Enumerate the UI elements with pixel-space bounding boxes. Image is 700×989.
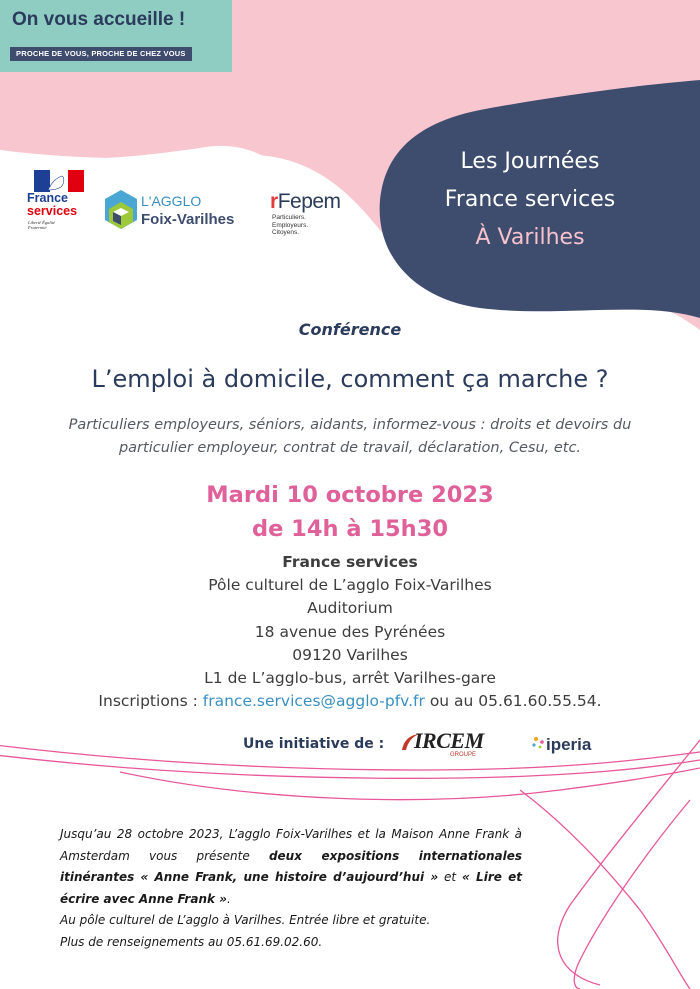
exhibition-info: [60, 824, 522, 954]
ircem-name: IRCEM: [414, 728, 484, 753]
agglo-cube-icon: [103, 188, 139, 234]
banner-title: On vous accueille !: [12, 9, 186, 30]
conference-label: Conférence: [298, 320, 402, 339]
event-location: [0, 551, 700, 713]
location-line4: 09120 Varilhes: [292, 645, 408, 664]
iperia-name: iperia: [546, 735, 592, 754]
event-title-line1: Les Journées: [460, 149, 600, 174]
location-name: France services: [282, 553, 418, 571]
exhibition-paragraph-2: Au pôle culturel de L’agglo à Varilhes. Entrée libre et gratuite.: [60, 913, 431, 928]
location-line3: 18 avenue des Pyrénées: [254, 622, 446, 641]
france-services-logo: [24, 168, 94, 238]
registration-email-link[interactable]: france.services@agglo-pfv.fr: [202, 692, 425, 711]
initiative-label: Une initiative de :: [243, 736, 385, 752]
event-date: Mardi 10 octobre 2023: [206, 482, 494, 508]
location-line1: Pôle culturel de L’agglo Foix-Varilhes: [208, 576, 492, 595]
event-time: de 14h à 15h30: [251, 516, 449, 542]
event-date-time: [0, 478, 700, 546]
banner-tagline-right: PROCHE DE CHEZ VOUS: [91, 49, 186, 58]
fs-line2: services: [27, 204, 78, 218]
event-title-line3: À Varilhes: [475, 225, 585, 250]
banner-tagline: [10, 47, 192, 61]
event-title-line2: France services: [444, 187, 616, 212]
iperia-logo: [530, 733, 600, 761]
location-line2: Auditorium: [307, 599, 393, 618]
marianne-icon: [34, 170, 84, 192]
ircem-logo: [400, 728, 512, 762]
agglo-line1: L'AGGLO: [141, 193, 202, 209]
fepem-tagline: Particuliers. Employeurs. Citoyens.: [272, 214, 309, 236]
ircem-group: GROUPE: [450, 752, 477, 758]
location-line5: L1 de L’agglo-bus, arrêt Varilhes-gare: [204, 669, 496, 688]
france-services-name: [27, 192, 77, 218]
exhibition-paragraph-1: Jusqu’au 28 octobre 2023, L’agglo Foix-Varilhes et la Maison Anne Frank à Amsterdam vous présente deux expositions internationales itinérantes « Anne Frank, une histoire d’aujourd’hui » et « Lire et écrire avec Anne Frank ».: [60, 827, 522, 906]
exhibition-paragraph-3: Plus de renseignements au 05.61.69.02.60.: [60, 934, 323, 949]
conference-description: Particuliers employeurs, séniors, aidants, informez-vous : droits et devoirs du particulier employeur, contrat de travail, déclaration, Cesu, etc.: [68, 417, 632, 456]
registration-prefix: Inscriptions :: [98, 692, 203, 711]
registration-suffix: ou au 05.61.60.55.54.: [424, 692, 602, 711]
fepem-name: rFepem: [270, 190, 341, 213]
agglo-line2: Foix-Varilhes: [141, 211, 235, 228]
fepem-logo: [270, 190, 365, 235]
registration-line: [0, 690, 700, 713]
conference-title: L’emploi à domicile, comment ça marche ?: [91, 365, 609, 393]
banner-tagline-left: PROCHE DE VOUS,: [16, 49, 90, 58]
event-series-title: [395, 143, 665, 257]
fs-motto: Liberté Égalité Fraternité: [28, 220, 56, 230]
agglo-foix-varilhes-logo: [103, 186, 253, 236]
fs-line1: France: [27, 191, 68, 205]
